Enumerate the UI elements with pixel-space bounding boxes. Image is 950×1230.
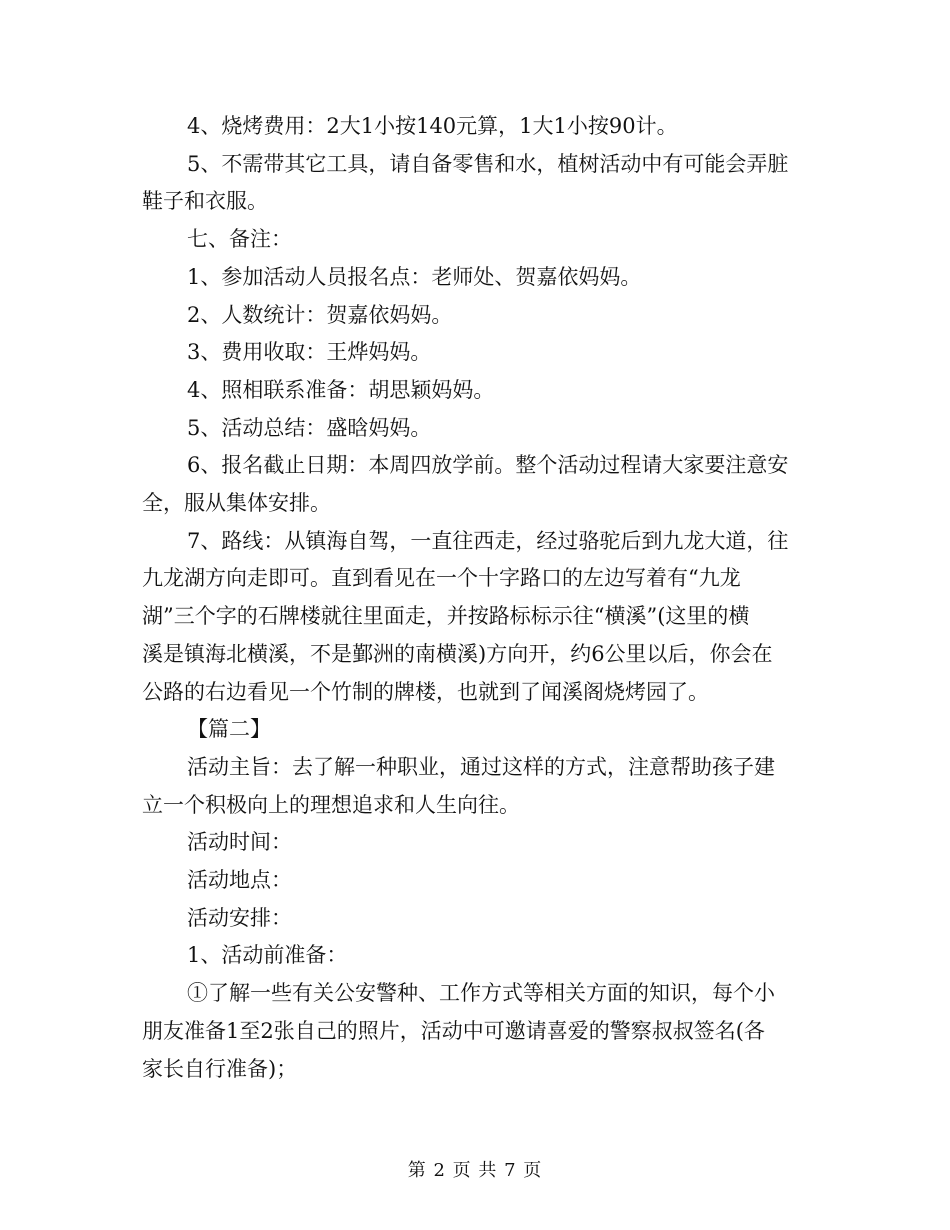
text-line: 6、报名截止日期：本周四放学前。整个活动过程请大家要注意安 — [187, 453, 789, 478]
text-line: ①了解一些有关公安警种、工作方式等相关方面的知识，每个小 — [187, 981, 775, 1006]
text-line: 活动安排： — [187, 905, 292, 930]
text-line: 朋友准备1至2张自己的照片，活动中可邀请喜爱的警察叔叔签名(各 — [142, 1018, 765, 1043]
text-line: 活动时间： — [187, 830, 292, 855]
text-line: 4、照相联系准备：胡思颖妈妈。 — [187, 377, 495, 402]
text-line: 7、路线：从镇海自驾，一直往西走，经过骆驼后到九龙大道，往 — [187, 528, 789, 553]
text-line: 【篇二】 — [187, 717, 271, 742]
text-line: 1、活动前准备： — [187, 943, 348, 968]
text-line: 5、不需带其它工具，请自备零售和水，植树活动中有可能会弄脏 — [187, 151, 789, 176]
text-line: 活动主旨：去了解一种职业，通过这样的方式，注意帮助孩子建 — [187, 754, 775, 779]
text-line: 公路的右边看见一个竹制的牌楼，也就到了闻溪阁烧烤园了。 — [142, 679, 709, 704]
text-line: 九龙湖方向走即可。直到看见在一个十字路口的左边写着有“九龙 — [142, 566, 741, 591]
text-line: 全，服从集体安排。 — [142, 491, 331, 516]
text-line: 5、活动总结：盛晗妈妈。 — [187, 415, 432, 440]
text-line: 3、费用收取：王烨妈妈。 — [187, 340, 432, 365]
document-body — [142, 108, 812, 1088]
text-line: 活动地点： — [187, 868, 292, 893]
text-line: 七、备注： — [187, 227, 292, 252]
text-line: 湖”三个字的石牌楼就往里面走，并按路标标示往“横溪”(这里的横 — [142, 604, 750, 629]
page-footer: 第 2 页 共 7 页 — [407, 1160, 543, 1181]
text-line: 1、参加活动人员报名点：老师处、贺嘉依妈妈。 — [187, 264, 642, 289]
text-line: 2、人数统计：贺嘉依妈妈。 — [187, 302, 453, 327]
text-line: 鞋子和衣服。 — [142, 189, 268, 214]
text-line: 立一个积极向上的理想追求和人生向往。 — [142, 792, 520, 817]
text-line: 4、烧烤费用：2大1小按140元算，1大1小按90计。 — [187, 114, 678, 138]
text-line: 家长自行准备)； — [142, 1056, 298, 1081]
text-line: 溪是镇海北横溪，不是鄞洲的南横溪)方向开，约6公里以后，你会在 — [142, 641, 773, 666]
